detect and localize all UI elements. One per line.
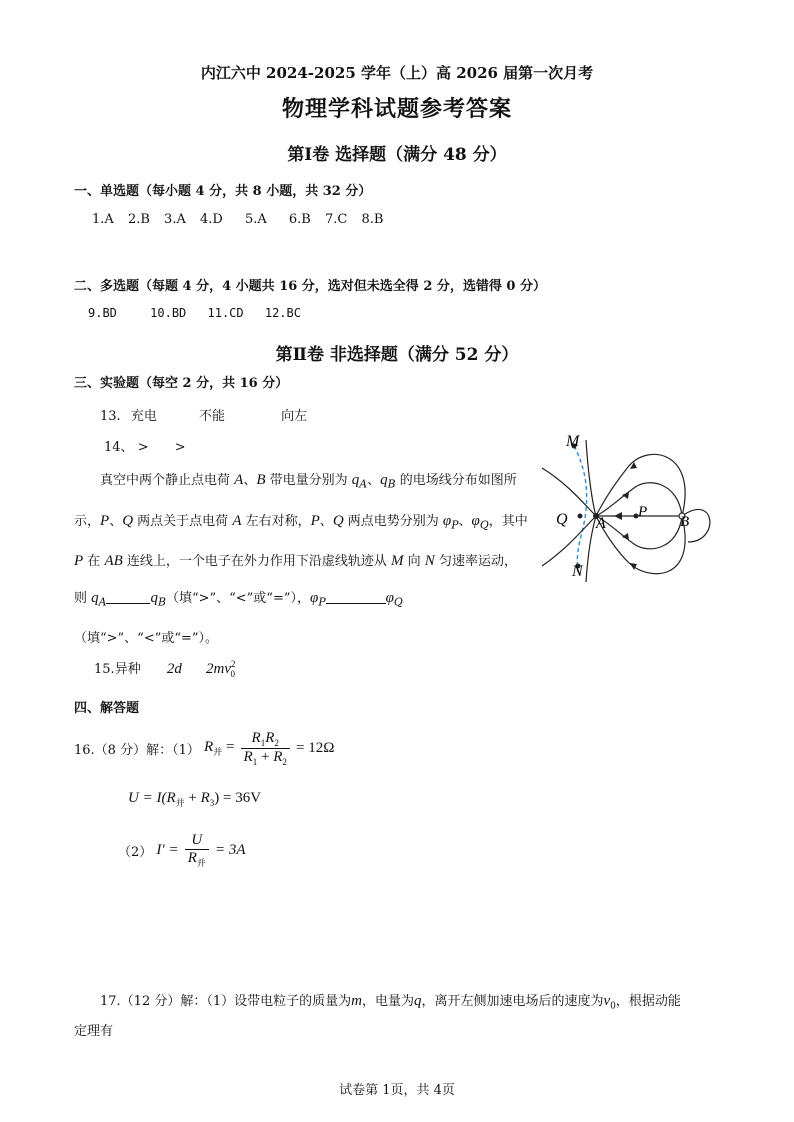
label-b: B xyxy=(680,514,690,530)
q13-answer-1: 充电 xyxy=(130,409,157,424)
q13-number: 13. xyxy=(100,409,121,424)
q16-part2-label: （2） xyxy=(118,845,153,860)
answer-4: 4.D xyxy=(199,212,223,227)
field-line-left-top xyxy=(586,440,596,516)
parallel-resistance-fraction: $\frac{R_1R_2}{R_1 + R_2}$ xyxy=(241,730,290,767)
q15-answer-2: 2d xyxy=(166,661,182,677)
q14-answers xyxy=(104,436,186,455)
answer-1: 1.A xyxy=(92,212,114,227)
arrow-top-inner xyxy=(622,492,629,499)
volume-1-title: 第Ⅰ卷 选择题（满分 48 分） xyxy=(287,145,507,165)
q17-line2: 定理有 xyxy=(74,1024,114,1039)
answer-2: 2.B xyxy=(127,212,150,227)
single-choice-heading: 一、单选题（每小题 4 分，共 8 小题，共 32 分） xyxy=(74,184,372,199)
q13-answer-3: 向左 xyxy=(281,409,308,424)
solutions-heading: 四、解答题 xyxy=(74,701,140,716)
arrow-bottom xyxy=(630,563,637,570)
label-n: N xyxy=(572,563,583,580)
arrow-axis xyxy=(614,512,622,520)
q16-intro: 16.（8 分）解：（1） xyxy=(74,743,200,758)
page-title: 物理学科试题参考答案 xyxy=(281,96,512,122)
field-line-left-far-top xyxy=(542,468,596,516)
q14-number: 14、 xyxy=(104,440,134,455)
multi-choice-heading: 二、多选题（每题 4 分，4 小题共 16 分，选对但未选全得 2 分，选错得 0 分） xyxy=(74,279,547,294)
q14-blank-2 xyxy=(326,589,386,604)
field-line-left-bottom xyxy=(586,516,596,582)
volume-2-title: 第Ⅱ卷 非选择题（满分 52 分） xyxy=(275,345,519,365)
q15-answers xyxy=(94,658,235,679)
answer-9: 9.BD xyxy=(88,306,117,320)
current-fraction: $\frac{U}{R_并}$ xyxy=(185,832,209,869)
q13-answer-2: 不能 xyxy=(198,409,225,424)
answer-8: 8.B xyxy=(361,212,384,227)
q13-answers xyxy=(100,405,307,424)
school-exam-line: 内江六中 2024-2025 学年（上）高 2026 届第一次月考 xyxy=(200,64,594,82)
answer-11: 11.CD xyxy=(207,306,244,320)
answer-3: 3.A xyxy=(164,212,186,227)
q15-answer-3: $2mv^2_0$ xyxy=(205,659,236,679)
q16-part1: 16.（8 分）解：（1） $R_并$ = $\frac{R_1R_2}{R_1 + R_2}$ = 12Ω xyxy=(74,730,335,767)
q15-answer-1: 异种 xyxy=(114,662,141,677)
field-line-bottom-inner xyxy=(596,516,682,549)
arrow-bottom-inner xyxy=(622,533,629,540)
answer-10: 10.BD xyxy=(150,306,187,320)
multi-choice-answers xyxy=(88,306,301,320)
q15-number: 15. xyxy=(94,662,115,677)
q16-voltage-equation: $U = I(R_并 + R_3) = 36V$ xyxy=(128,790,262,808)
single-choice-answers xyxy=(92,212,383,227)
answer-12: 12.BC xyxy=(264,306,301,320)
q14-problem-text: 真空中两个静止点电荷 A、B 带电量分别为 $q_A$、$q_B$ 的电场线分布如图所示，P、Q 两点关于点电荷 A 左右对称，P、Q 两点电势分别为 $\varphi_P$、$\varphi_Q$，其中 P 在 AB 连线上，一个电子在外力作用下沿虚线轨迹从 M 向 N 匀速率运动，则 $q_A$ $q_B$（填“>”、“<”或“=”），$\varphi_P$ $\varphi_Q$（填“>”、“<”或“=”）。 xyxy=(74,472,528,646)
experiment-heading: 三、实验题（每空 2 分，共 16 分） xyxy=(74,376,289,391)
answer-7: 7.C xyxy=(325,212,348,227)
answer-5: 5.A xyxy=(244,212,267,227)
q14-blank-1 xyxy=(106,589,150,604)
electric-field-figure xyxy=(538,432,724,582)
dashed-trajectory xyxy=(574,446,587,572)
label-a: A xyxy=(596,515,606,532)
label-q: Q xyxy=(556,511,568,528)
label-p: P xyxy=(638,504,648,520)
label-m: M xyxy=(566,433,580,450)
page-footer: 试卷第 1页，共 4页 xyxy=(339,1083,455,1098)
q17-line1: 17.（12 分）解：（1）设带电粒子的质量为m，电量为q，离开左侧加速电场后的速度为$v_0$，根据动能 xyxy=(100,993,681,1012)
answer-6: 6.B xyxy=(288,212,311,227)
point-q xyxy=(578,514,583,519)
q14-answer-2: > xyxy=(174,440,186,455)
q14-answer-1: > xyxy=(137,440,149,455)
q16-part2: （2） I′ = $\frac{U}{R_并}$ = 3A xyxy=(118,832,246,868)
